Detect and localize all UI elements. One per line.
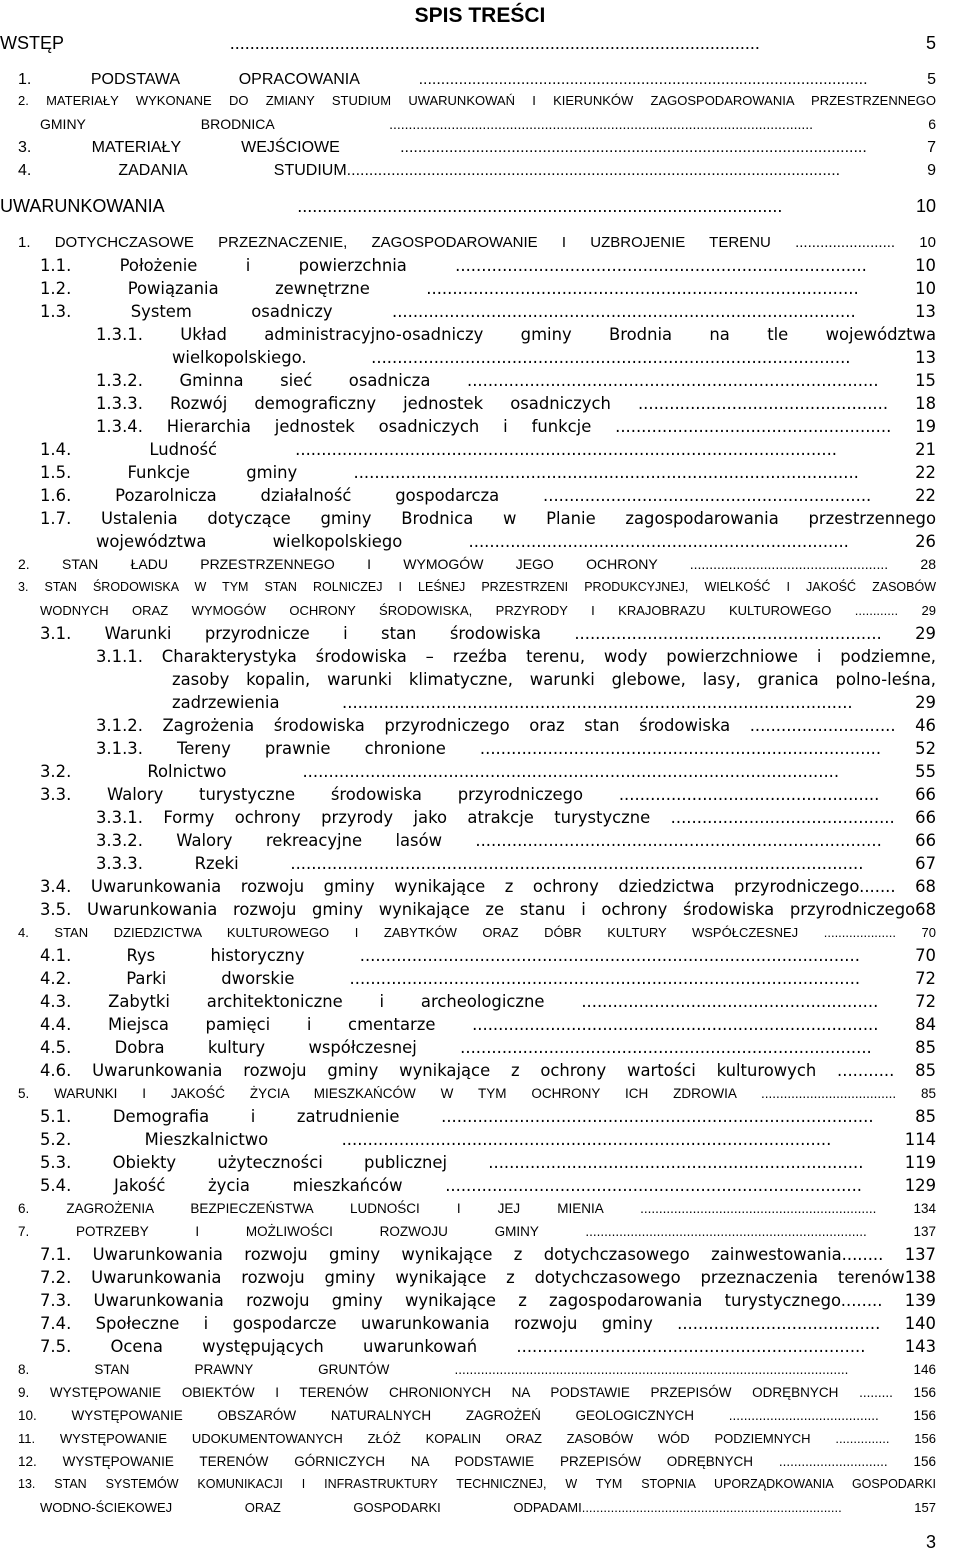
toc-entry[interactable]: 7.3. Uwarunkowania rozwoju gminy wynikające z zagospodarowania turystycznego........ 139 (40, 1291, 936, 1310)
toc-entry[interactable]: 1.3.1. Układ administracyjno-osadniczy gminy Brodnia na tle województwa (96, 325, 936, 344)
toc-entry[interactable]: 3.1.3. Tereny prawnie chronione ............................................................................. 52 (96, 739, 936, 758)
toc-entry[interactable]: 1.3.4. Hierarchia jednostek osadniczych i funkcje ..................................................... 19 (96, 417, 936, 436)
toc-entry[interactable]: 5.4. Jakość życia mieszkańców ................................................................................ 129 (40, 1176, 936, 1195)
toc-entry[interactable]: WODNYCH ORAZ WYMOGÓW OCHRONY ŚRODOWISKA, PRZYRODY I KRAJOBRAZU KULTUROWEGO ............ 29 (40, 603, 936, 618)
toc-entry[interactable]: 1.6. Pozarolnicza działalność gospodarcza ............................................................... 22 (40, 486, 936, 505)
toc-entry[interactable]: WSTĘP .......................................................................................................... 5 (0, 33, 936, 53)
toc-entry[interactable]: zadrzewienia .................................................................................................. 29 (172, 693, 936, 712)
toc-entry[interactable]: 3.3.1. Formy ochrony przyrody jako atrakcje turystyczne ........................................... 66 (96, 808, 936, 827)
toc-entry[interactable]: 13. STAN SYSTEMÓW KOMUNIKACJI I INFRASTRUKTURY TECHNICZNEJ, W TYM STOPNIA UPORZĄDKOWANIA GOSPODARKI (18, 1477, 936, 1491)
toc-entry[interactable]: 6. ZAGROŻENIA BEZPIECZEŃSTWA LUDNOŚCI I JEJ MIENIA ............................................................... 134 (18, 1201, 936, 1216)
toc-entry[interactable]: WODNO-ŚCIEKOWEJ ORAZ GOSPODARKI ODPADAMI........................................................................ 157 (40, 1500, 936, 1515)
toc-entry[interactable]: 4.2. Parki dworskie .................................................................................................. 72 (40, 969, 936, 988)
page-title: SPIS TREŚCI (414, 4, 546, 27)
toc-entry[interactable]: 1.1. Położenie i powierzchnia ............................................................................... 10 (40, 256, 936, 275)
toc-entry[interactable]: 1.5. Funkcje gminy ................................................................................................. 22 (40, 463, 936, 482)
toc-entry[interactable]: 1.3.2. Gminna sieć osadnicza ............................................................................... 15 (96, 371, 936, 390)
toc-entry[interactable]: 5.1. Demografia i zatrudnienie ................................................................................... 85 (40, 1107, 936, 1126)
toc-entry[interactable]: 1.3.3. Rozwój demograficzny jednostek osadniczych ................................................ 18 (96, 394, 936, 413)
toc-entry[interactable]: 4.6. Uwarunkowania rozwoju gminy wynikające z ochrony wartości kulturowych ........... 85 (40, 1061, 936, 1080)
toc-entry[interactable]: 3.3. Walory turystyczne środowiska przyrodniczego .................................................. 66 (40, 785, 936, 804)
toc-entry[interactable]: 4.1. Rys historyczny ................................................................................................ 70 (40, 946, 936, 965)
toc-entry[interactable]: 1. PODSTAWA OPRACOWANIA ..................................................................................................... 5 (18, 71, 936, 88)
toc-entry[interactable]: 3.4. Uwarunkowania rozwoju gminy wynikające z ochrony dziedzictwa przyrodniczego....... 68 (40, 877, 936, 896)
toc-entry[interactable]: UWARUNKOWANIA ................................................................................................. 10 (0, 196, 936, 216)
toc-entry[interactable]: 1. DOTYCHCZASOWE PRZEZNACZENIE, ZAGOSPODAROWANIE I UZBROJENIE TERENU ........................ 10 (18, 234, 936, 251)
toc-entry[interactable]: 3. MATERIAŁY WEJŚCIOWE ......................................................................................................... 7 (18, 139, 936, 156)
toc-entry[interactable]: 3.3.3. Rzeki .............................................................................................................. 67 (96, 854, 936, 873)
toc-entry[interactable]: 3. STAN ŚRODOWISKA W TYM STAN ROLNICZEJ I LEŚNEJ PRZESTRZENI PRODUKCYJNEJ, WIELKOŚĆ I JAKOŚĆ ZASOBÓW (18, 580, 936, 594)
toc-entry[interactable]: 1.7. Ustalenia dotyczące gminy Brodnica w Planie zagospodarowania przestrzennego (40, 509, 936, 528)
toc-entry[interactable]: 3.3.2. Walory rekreacyjne lasów .............................................................................. 66 (96, 831, 936, 850)
toc-entry[interactable]: 1.4. Ludność ........................................................................................................ 21 (40, 440, 936, 459)
toc-entry[interactable]: 5. WARUNKI I JAKOŚĆ ŻYCIA MIESZKAŃCÓW W TYM OCHRONY ICH ZDROWIA .................................... 85 (18, 1086, 936, 1101)
toc-entry[interactable]: wielkopolskiego. ............................................................................................ 13 (172, 348, 936, 367)
toc-entry[interactable]: 3.2. Rolnictwo ....................................................................................................... 55 (40, 762, 936, 781)
toc-entry[interactable]: 5.2. Mieszkalnictwo .............................................................................................. 114 (40, 1130, 936, 1149)
toc-entry[interactable]: 11. WYSTĘPOWANIE UDOKUMENTOWANYCH ZŁÓŻ KOPALIN ORAZ ZASOBÓW WÓD PODZIEMNYCH ............... 156 (18, 1431, 936, 1446)
toc-entry[interactable]: 8. STAN PRAWNY GRUNTÓW ......................................................................................................... 146 (18, 1362, 936, 1377)
toc-entry[interactable]: 7.5. Ocena występujących uwarunkowań ................................................................... 143 (40, 1337, 936, 1356)
toc-entry[interactable]: 7.2. Uwarunkowania rozwoju gminy wynikające z dotychczasowego przeznaczenia terenów138 (40, 1268, 936, 1287)
toc-entry[interactable]: 9. WYSTĘPOWANIE OBIEKTÓW I TERENÓW CHRONIONYCH NA PODSTAWIE PRZEPISÓW ODRĘBNYCH ......... 156 (18, 1385, 936, 1400)
toc-entry[interactable]: 4. STAN DZIEDZICTWA KULTUROWEGO I ZABYTKÓW ORAZ DÓBR KULTURY WSPÓŁCZESNEJ .................... 70 (18, 925, 936, 940)
toc-entry[interactable]: 4. ZADANIA STUDIUM............................................................................................................... 9 (18, 162, 936, 179)
toc-entry[interactable]: 4.5. Dobra kultury współczesnej ............................................................................... 85 (40, 1038, 936, 1057)
toc-entry[interactable]: 3.1.2. Zagrożenia środowiska przyrodniczego oraz stan środowiska ............................ 46 (96, 716, 936, 735)
toc-entry[interactable]: 10. WYSTĘPOWANIE OBSZARÓW NATURALNYCH ZAGROŻEŃ GEOLOGICZNYCH ........................................ 156 (18, 1408, 936, 1423)
toc-entry[interactable]: 1.3. System osadniczy ......................................................................................... 13 (40, 302, 936, 321)
toc-entry[interactable]: województwa wielkopolskiego ......................................................................... 26 (96, 532, 936, 551)
page-number: 3 (925, 1532, 936, 1552)
toc-entry[interactable]: GMINY BRODNICA ............................................................................................................. 6 (40, 116, 936, 132)
toc-entry[interactable]: 7.4. Społeczne i gospodarcze uwarunkowania rozwoju gminy ....................................... 140 (40, 1314, 936, 1333)
toc-entry[interactable]: 4.4. Miejsca pamięci i cmentarze .............................................................................. 84 (40, 1015, 936, 1034)
toc-entry[interactable]: 5.3. Obiekty użyteczności publicznej ........................................................................ 119 (40, 1153, 936, 1172)
toc-entry[interactable]: 4.3. Zabytki architektoniczne i archeologiczne ......................................................... 72 (40, 992, 936, 1011)
toc-entry[interactable]: 7. POTRZEBY I MOŻLIWOŚCI ROZWOJU GMINY ........................................................................... 137 (18, 1224, 936, 1239)
toc-entry[interactable]: 3.5. Uwarunkowania rozwoju gminy wynikające ze stanu i ochrony środowiska przyrodniczego68 (40, 900, 936, 919)
toc-entry[interactable]: 1.2. Powiązania zewnętrzne ................................................................................... 10 (40, 279, 936, 298)
toc-entry[interactable]: 2. STAN ŁADU PRZESTRZENNEGO I WYMOGÓW JEGO OCHRONY ................................................... 28 (18, 556, 936, 572)
toc-entry[interactable]: 2. MATERIAŁY WYKONANE DO ZMIANY STUDIUM UWARUNKOWAŃ I KIERUNKÓW ZAGOSPODAROWANIA PRZESTRZENNEGO (18, 93, 936, 108)
toc-entry[interactable]: 7.1. Uwarunkowania rozwoju gminy wynikające z dotychczasowego zainwestowania........ 137 (40, 1245, 936, 1264)
toc-entry[interactable]: 3.1. Warunki przyrodnicze i stan środowiska ........................................................... 29 (40, 624, 936, 643)
toc-entry[interactable]: 3.1.1. Charakterystyka środowiska – rzeźba terenu, wody powierzchniowe i podziemne, (96, 647, 936, 666)
toc-entry[interactable]: zasoby kopalin, warunki klimatyczne, warunki glebowe, lasy, granica polno-leśna, (172, 670, 936, 689)
toc-entry[interactable]: 12. WYSTĘPOWANIE TERENÓW GÓRNICZYCH NA PODSTAWIE PRZEPISÓW ODRĘBNYCH ............................. 156 (18, 1454, 936, 1469)
